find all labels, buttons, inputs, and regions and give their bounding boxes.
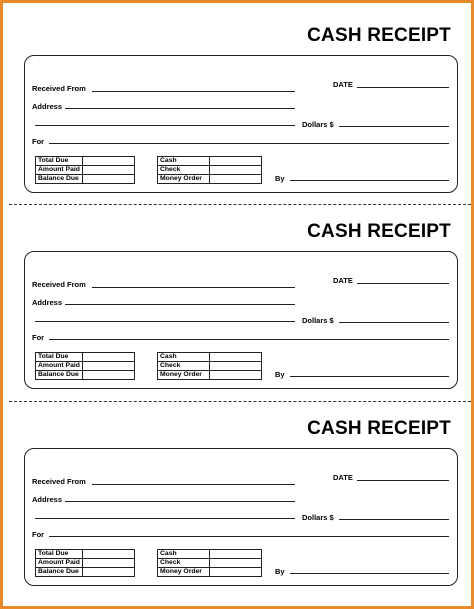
amount-paid-field[interactable] [82, 559, 134, 568]
cash-checkbox[interactable] [210, 550, 262, 559]
receipt-box [24, 55, 458, 193]
date-field[interactable] [357, 480, 449, 481]
received-from-field[interactable] [92, 484, 295, 485]
total-due-label: Total Due [36, 353, 83, 362]
cash-checkbox[interactable] [210, 353, 262, 362]
address-field-line-2[interactable] [35, 518, 295, 519]
total-due-field[interactable] [82, 157, 134, 166]
receipt-3 [3, 396, 474, 592]
for-field[interactable] [49, 339, 449, 340]
address-field[interactable] [65, 501, 295, 502]
balance-due-label: Balance Due [36, 568, 83, 577]
balance-due-field[interactable] [82, 175, 134, 184]
received-from-label: Received From [32, 280, 86, 289]
received-from-field[interactable] [92, 91, 295, 92]
amount-table [35, 352, 135, 380]
address-field-line-2[interactable] [35, 125, 295, 126]
cash-checkbox[interactable] [210, 157, 262, 166]
receipt-box [24, 448, 458, 586]
check-checkbox[interactable] [210, 166, 262, 175]
date-label: DATE [333, 276, 353, 285]
dollars-label: Dollars $ [302, 120, 334, 129]
dollars-label: Dollars $ [302, 513, 334, 522]
address-label: Address [32, 102, 63, 111]
balance-due-label: Balance Due [36, 175, 83, 184]
date-field[interactable] [357, 283, 449, 284]
total-due-field[interactable] [82, 550, 134, 559]
by-field[interactable] [290, 573, 449, 574]
receipt-title: CASH RECEIPT [307, 25, 451, 46]
received-from-label: Received From [32, 84, 86, 93]
total-due-field[interactable] [82, 353, 134, 362]
dollars-label: Dollars $ [302, 316, 334, 325]
check-label: Check [158, 559, 210, 568]
amount-paid-label: Amount Paid [36, 166, 83, 175]
check-checkbox[interactable] [210, 362, 262, 371]
money-order-label: Money Order [158, 568, 210, 577]
balance-due-field[interactable] [82, 568, 134, 577]
dollars-field[interactable] [339, 322, 449, 323]
address-label: Address [32, 495, 63, 504]
money-order-label: Money Order [158, 371, 210, 380]
balance-due-label: Balance Due [36, 371, 83, 380]
receipt-box [24, 251, 458, 389]
payment-method-table [157, 352, 262, 380]
address-field[interactable] [65, 304, 295, 305]
money-order-label: Money Order [158, 175, 210, 184]
amount-paid-label: Amount Paid [36, 362, 83, 371]
for-field[interactable] [49, 143, 449, 144]
money-order-checkbox[interactable] [210, 175, 262, 184]
by-label: By [275, 174, 285, 183]
cash-label: Cash [158, 157, 210, 166]
check-checkbox[interactable] [210, 559, 262, 568]
cash-label: Cash [158, 353, 210, 362]
payment-method-table [157, 156, 262, 184]
amount-paid-label: Amount Paid [36, 559, 83, 568]
payment-method-table [157, 549, 262, 577]
amount-table [35, 549, 135, 577]
amount-paid-field[interactable] [82, 362, 134, 371]
amount-paid-field[interactable] [82, 166, 134, 175]
address-label: Address [32, 298, 63, 307]
for-label: For [32, 530, 45, 539]
balance-due-field[interactable] [82, 371, 134, 380]
total-due-label: Total Due [36, 157, 83, 166]
money-order-checkbox[interactable] [210, 568, 262, 577]
dollars-field[interactable] [339, 519, 449, 520]
address-field-line-2[interactable] [35, 321, 295, 322]
by-label: By [275, 567, 285, 576]
total-due-label: Total Due [36, 550, 83, 559]
receipt-title: CASH RECEIPT [307, 221, 451, 242]
address-field[interactable] [65, 108, 295, 109]
for-label: For [32, 137, 45, 146]
receipt-title: CASH RECEIPT [307, 418, 451, 439]
date-label: DATE [333, 473, 353, 482]
amount-table [35, 156, 135, 184]
money-order-checkbox[interactable] [210, 371, 262, 380]
received-from-label: Received From [32, 477, 86, 486]
receipt-1 [3, 3, 474, 199]
received-from-field[interactable] [92, 287, 295, 288]
check-label: Check [158, 166, 210, 175]
receipt-2 [3, 199, 474, 395]
by-label: By [275, 370, 285, 379]
by-field[interactable] [290, 180, 449, 181]
by-field[interactable] [290, 376, 449, 377]
check-label: Check [158, 362, 210, 371]
for-field[interactable] [49, 536, 449, 537]
date-field[interactable] [357, 87, 449, 88]
cash-label: Cash [158, 550, 210, 559]
for-label: For [32, 333, 45, 342]
dollars-field[interactable] [339, 126, 449, 127]
date-label: DATE [333, 80, 353, 89]
